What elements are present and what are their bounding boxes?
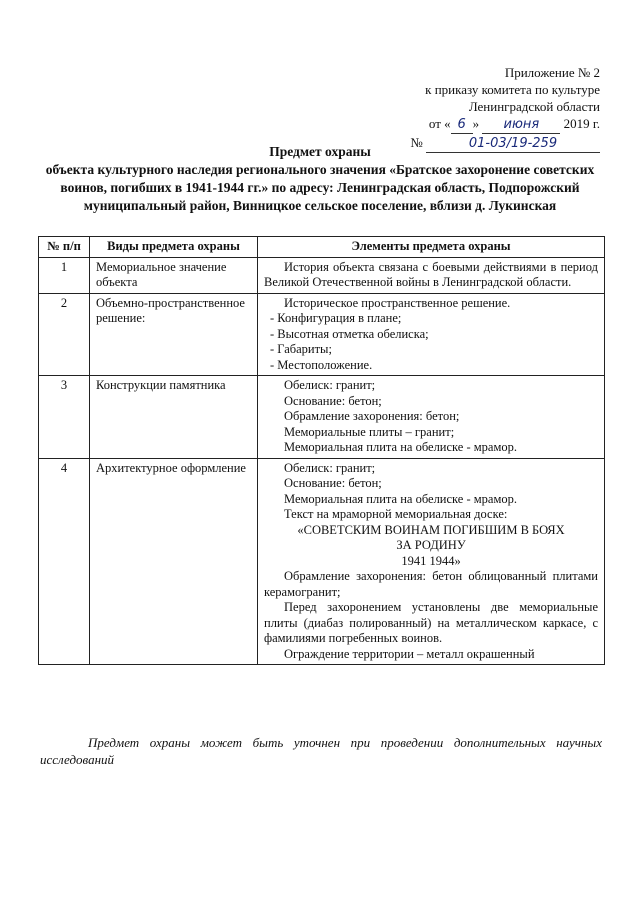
row-elements: [258, 458, 605, 665]
element-text: - Габариты;: [270, 342, 332, 356]
row-number: 3: [39, 376, 90, 459]
element-text: Мемориальная плита на обелиске - мрамор.: [284, 491, 518, 506]
header-number: № п/п: [39, 237, 90, 258]
element-text: Обелиск: гранит;: [284, 460, 376, 475]
element-text: Текст на мраморной мемориальная доске:: [284, 507, 508, 521]
document-title: [40, 143, 600, 215]
handwritten-month: июня: [482, 116, 560, 134]
title-main: Предмет охраны: [269, 144, 371, 159]
plaque-inscription: «СОВЕТСКИМ ВОИНАМ ПОГИБШИМ В БОЯХ: [297, 522, 565, 537]
footnote: Предмет охраны может быть уточнен при проведении дополнительных научных исследований: [40, 735, 602, 767]
table-row: [39, 257, 605, 293]
element-text: Историческое пространственное решение.: [284, 295, 511, 310]
order-date: от « 6 » июня 2019 г.: [428, 116, 600, 132]
element-text: Мемориальные плиты – гранит;: [284, 424, 455, 439]
region-name: Ленинградской области: [468, 99, 600, 114]
table-row: [39, 376, 605, 459]
plaque-inscription: 1941 1944»: [401, 553, 461, 568]
element-text: Мемориальная плита на обелиске - мрамор.: [284, 440, 518, 454]
row-kind: Мемориальное значение объекта: [90, 257, 258, 293]
table-header-row: [39, 237, 605, 258]
header-kind: Виды предмета охраны: [90, 237, 258, 258]
row-number: 4: [39, 458, 90, 665]
element-text: Обелиск: гранит;: [284, 378, 376, 392]
row-kind: Архитектурное оформление: [90, 458, 258, 665]
table-row: [39, 458, 605, 665]
element-text: Перед захоронением установлены две мемориальные плиты (диабаз полированный) на металлическом каркасе, с фамилиями погребенных воинов.: [264, 600, 598, 645]
title-object: объекта культурного наследия регионального значения «Братское захоронение советских воинов, погибших в 1941-1944 гг.» по адресу: Ленинградская область, Подпорожский муниципальный район, Винницкое сельское поселение, вблизи д. Лукинская: [45, 162, 595, 213]
protection-elements-table: [38, 236, 605, 665]
order-number: № 01-03/19-259: [360, 134, 600, 153]
row-number: 1: [39, 257, 90, 293]
element-text: - Конфигурация в плане;: [270, 311, 402, 325]
appendix-header: [360, 64, 600, 153]
element-text: История объекта связана с боевыми действиями в период Великой Отечественной войны в Ленинградской области.: [264, 259, 598, 289]
order-reference: к приказу комитета по культуре: [425, 82, 600, 97]
element-text: - Высотная отметка обелиска;: [270, 326, 429, 341]
row-kind: Объемно-пространственное решение:: [90, 293, 258, 376]
row-elements: [258, 293, 605, 376]
element-text: Обрамление захоронения: бетон облицованный плитами керамогранит;: [264, 569, 598, 599]
row-elements: [258, 376, 605, 459]
handwritten-day: 6: [451, 116, 473, 134]
plaque-inscription: ЗА РОДИНУ: [396, 538, 466, 552]
element-text: Основание: бетон;: [284, 393, 382, 408]
row-elements: [258, 257, 605, 293]
handwritten-order-number: 01-03/19-259: [426, 135, 600, 153]
element-text: Основание: бетон;: [284, 476, 382, 490]
element-text: Обрамление захоронения: бетон;: [284, 409, 460, 423]
element-text: - Местоположение.: [270, 357, 373, 372]
appendix-number: Приложение № 2: [504, 65, 600, 80]
header-elements: Элементы предмета охраны: [258, 237, 605, 258]
element-text: Ограждение территории – металл окрашенный: [284, 646, 535, 661]
row-kind: Конструкции памятника: [90, 376, 258, 459]
row-number: 2: [39, 293, 90, 376]
table-row: [39, 293, 605, 376]
